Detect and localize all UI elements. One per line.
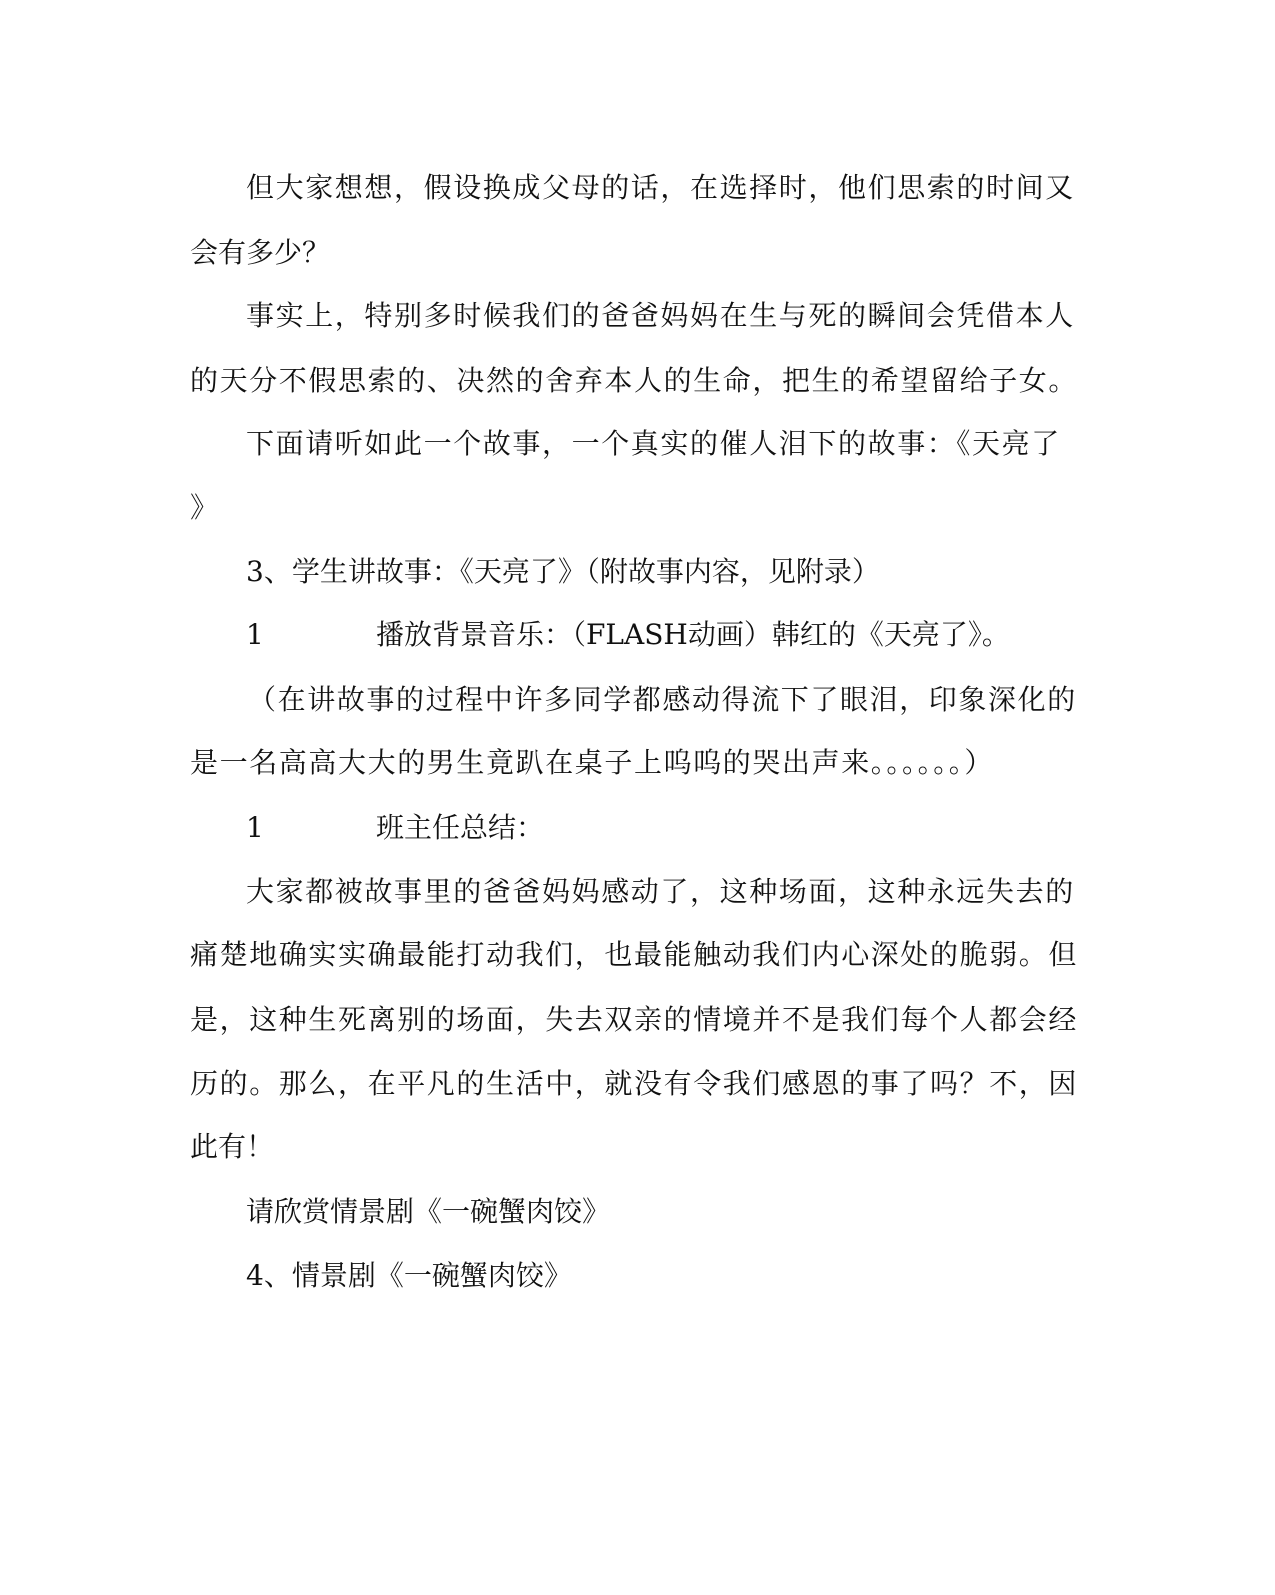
paragraph-line: 请欣赏情景剧《一碗蟹肉饺》	[246, 1195, 611, 1228]
list-item-text: 播放背景音乐：（FLASH动画）韩红的《天亮了》。	[376, 618, 1010, 651]
paragraph-line: 大家都被故事里的爸爸妈妈感动了，这种场面，这种永远失去的	[246, 875, 1075, 908]
paragraph-line: 会有多少？	[190, 236, 331, 269]
paragraph-line: 是一名高高大大的男生竟趴在桌子上呜呜的哭出声来。。。。。。）	[190, 746, 995, 779]
paragraph-line: 事实上，特别多时候我们的爸爸妈妈在生与死的瞬间会凭借本人	[246, 299, 1075, 332]
paragraph-line: 历的。那么，在平凡的生活中，就没有令我们感恩的事了吗？不，因	[190, 1067, 1079, 1100]
section-heading: 4、情景剧《一碗蟹肉饺》	[246, 1259, 572, 1292]
paragraph-line: 但大家想想，假设换成父母的话，在选择时，他们思索的时间又	[246, 171, 1075, 204]
section-heading: 3、学生讲故事：《天亮了》（附故事内容，见附录）	[246, 555, 880, 588]
list-item-text: 班主任总结：	[376, 811, 545, 844]
paragraph-line: 是，这种生死离别的场面，失去双亲的情境并不是我们每个人都会经	[190, 1003, 1079, 1036]
paragraph-line: 下面请听如此一个故事，一个真实的催人泪下的故事：《天亮了	[246, 427, 1061, 460]
paragraph-line: （在讲故事的过程中许多同学都感动得流下了眼泪，印象深化的	[248, 683, 1077, 716]
list-item-number: 1	[246, 811, 264, 844]
paragraph-line: 的天分不假思索的、决然的舍弃本人的生命，把生的希望留给子女。	[190, 364, 1079, 397]
paragraph-line: 此有！	[190, 1130, 275, 1163]
paragraph-line: 》	[190, 491, 219, 524]
paragraph-line: 痛楚地确实实确最能打动我们，也最能触动我们内心深处的脆弱。但	[190, 938, 1079, 971]
list-item-number: 1	[246, 618, 264, 651]
